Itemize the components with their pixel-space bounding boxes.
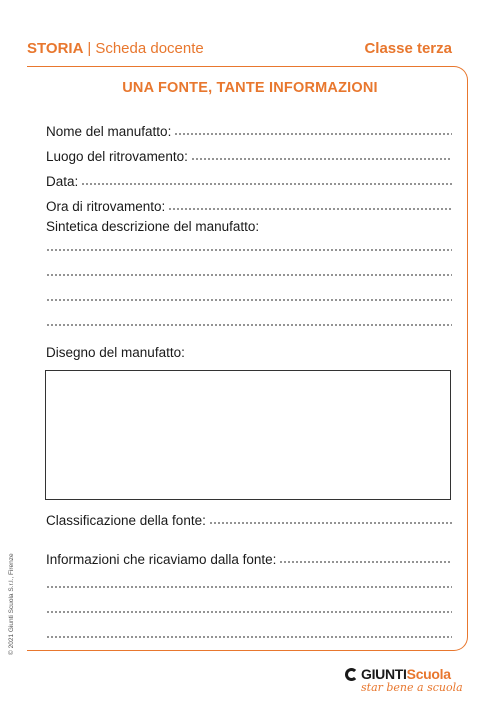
drawing-box[interactable] — [45, 370, 451, 500]
description-line-1[interactable] — [46, 236, 452, 252]
logo-brand-part1: GIUNTI — [361, 666, 407, 682]
header-separator: | — [87, 40, 92, 57]
class-label: Classe terza — [364, 40, 452, 57]
field-name — [46, 120, 452, 139]
giunti-scuola-logo — [345, 666, 465, 694]
copyright-notice: © 2021 Giunti Scuola S.r.l., Firenze — [8, 553, 15, 655]
field-name-label: Nome del manufatto: — [46, 124, 172, 139]
field-description-label: Sintetica descrizione del manufatto: — [46, 219, 260, 234]
info-line-3[interactable] — [46, 623, 452, 639]
worksheet-title: UNA FONTE, TANTE INFORMAZIONI — [122, 80, 378, 96]
logo-brand — [345, 666, 465, 682]
field-drawing — [46, 345, 452, 360]
field-info — [46, 548, 452, 567]
header-subject — [27, 40, 204, 57]
sheet-type-label: Scheda docente — [95, 40, 204, 57]
field-date — [46, 170, 452, 189]
field-description — [46, 219, 452, 234]
field-place — [46, 145, 452, 164]
field-name-line[interactable] — [174, 120, 452, 136]
g-logo-icon — [345, 668, 358, 681]
field-date-label: Data: — [46, 174, 79, 189]
description-line-3[interactable] — [46, 286, 452, 302]
logo-tagline: star bene a scuola — [361, 681, 463, 694]
field-classification-line[interactable] — [209, 509, 452, 525]
field-drawing-label: Disegno del manufatto: — [46, 345, 185, 360]
logo-brand-part2: Scuola — [406, 666, 451, 682]
field-info-label: Informazioni che ricaviamo dalla fonte: — [46, 552, 277, 567]
field-info-line[interactable] — [279, 548, 452, 564]
description-line-4[interactable] — [46, 311, 452, 327]
field-time — [46, 195, 452, 214]
info-line-1[interactable] — [46, 573, 452, 589]
field-date-line[interactable] — [81, 170, 452, 186]
field-time-line[interactable] — [168, 195, 452, 211]
field-classification — [46, 509, 452, 528]
field-classification-label: Classificazione della fonte: — [46, 513, 206, 528]
subject-label: STORIA — [27, 40, 84, 57]
field-place-label: Luogo del ritrovamento: — [46, 149, 188, 164]
info-line-2[interactable] — [46, 598, 452, 614]
field-time-label: Ora di ritrovamento: — [46, 199, 166, 214]
description-line-2[interactable] — [46, 261, 452, 277]
field-place-line[interactable] — [191, 145, 452, 161]
